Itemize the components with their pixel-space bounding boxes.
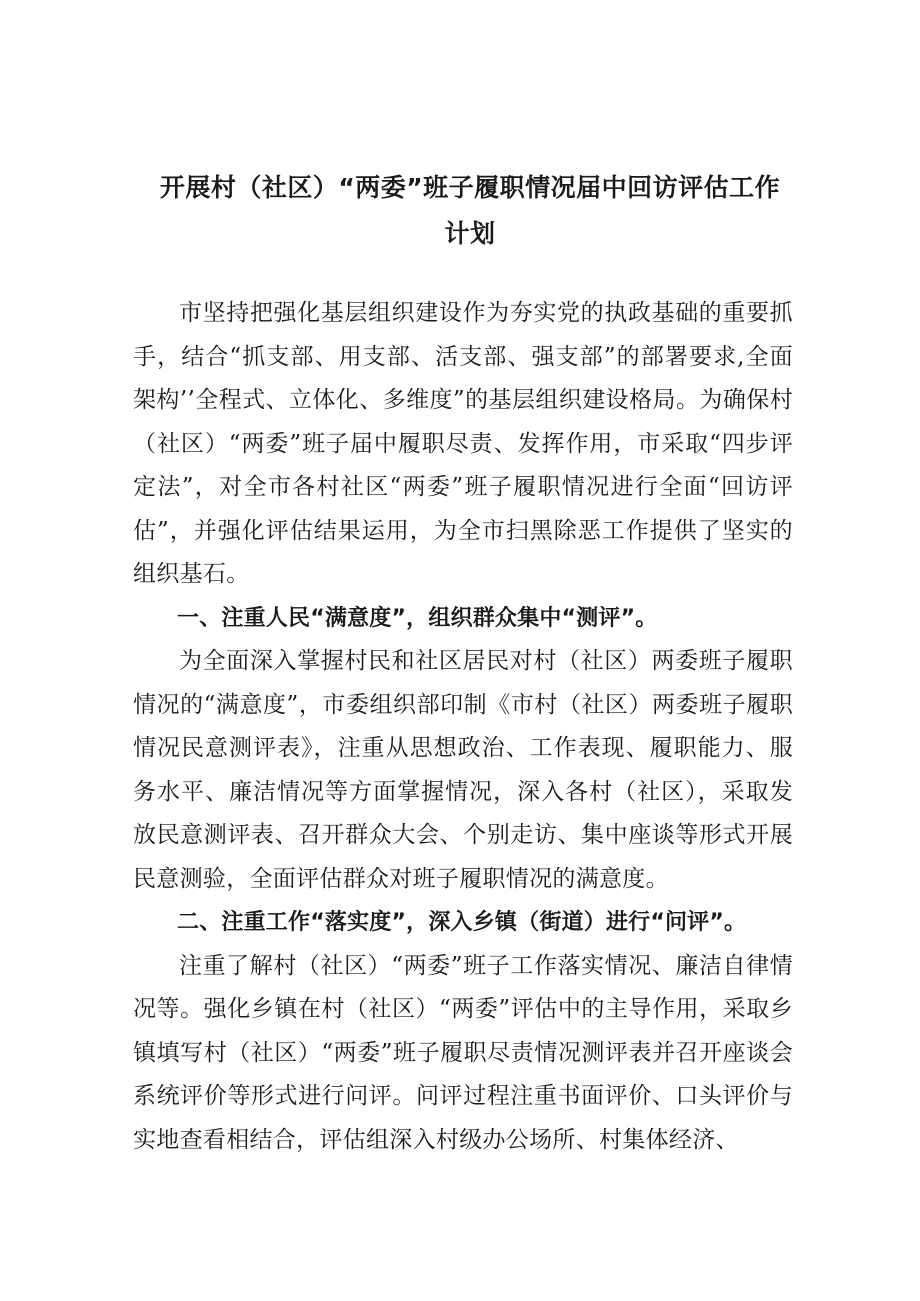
section-2-paragraph: 注重了解村（社区）“两委”班子工作落实情况、廉洁自律情况等。强化乡镇在村（社区）“两委”评估中的主导作用，采取乡镇填写村（社区）“两委”班子履职尽责情况测评表并召开座谈会系统评价等形式进行问评。问评过程注重书面评价、口头评价与实地查看相结合，评估组深入村级办公场所、村集体经济、: [133, 952, 793, 1153]
section-1-paragraph: 为全面深入掌握村民和社区居民对村（社区）两委班子履职情况的“满意度”，市委组织部印制《市村（社区）两委班子履职情况民意测评表》，注重从思想政治、工作表现、履职能力、服务水平、廉洁情况等方面掌握情况，深入各村（社区），采取发放民意测评表、召开群众大会、个别走访、集中座谈等形式开展民意测验，全面评估群众对班子履职情况的满意度。: [133, 648, 793, 892]
document-title: 开展村（社区）“两委”班子履职情况届中回访评估工作计划: [159, 173, 781, 248]
intro-paragraph: 市坚持把强化基层组织建设作为夯实党的执政基础的重要抓手，结合“抓支部、用支部、活支部、强支部”的部署要求,全面架构’’全程式、立体化、多维度”的基层组织建设格局。为确保村（社区）“两委”班子届中履职尽责、发挥作用，市采取“四步评定法”，对全市各村社区“两委”班子履职情况进行全面“回访评估”，并强化评估结果运用，为全市扫黑除恶工作提供了坚实的组织基石。: [133, 300, 793, 587]
section-heading-2: 二、注重工作“落实度”，深入乡镇（街道）进行“问评”。: [177, 910, 747, 935]
document-body: [133, 292, 793, 1162]
section-heading-1: 一、注重人民“满意度”，组织群众集中“测评”。: [177, 605, 658, 631]
